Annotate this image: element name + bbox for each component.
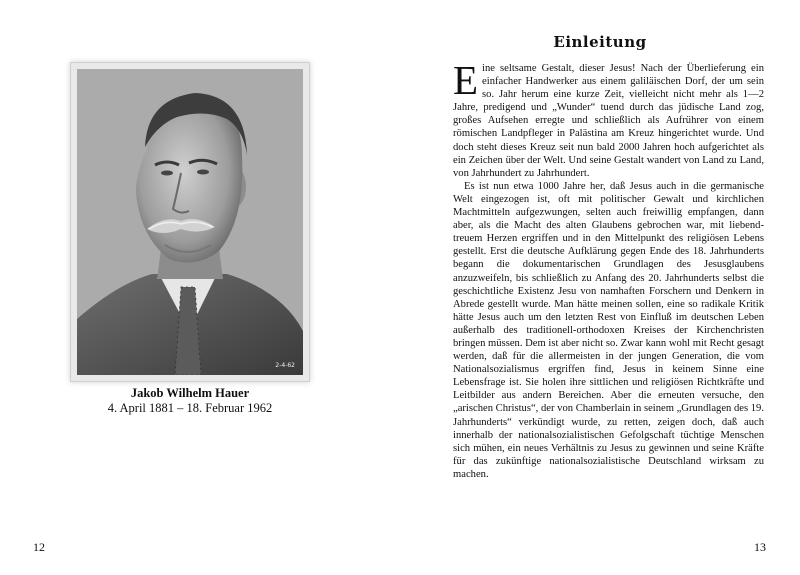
portrait-photo: [77, 69, 303, 375]
paragraph-1-text: ine seltsame Gestalt, dieser Jesus! Nach der Überlieferung ein einfacher Handwerker aus einem galiläischen Dorf, der um sein so. Jahr herum eine kurze Zeit, vielleicht nicht mehr als 1—2 Jahre, predigend und „Wunder“ tuend durch das jüdische Land zog, großes Aufsehen erregte und schließlich als Aufrührer von einem römischen Landpfleger in Palästina am Kreuz hingerichtet wurde. Und doch steht dieses Kreuz seit nun bald 2000 Jahren hoch aufgerichtet als ein Zeichen über der Welt. Und seine Gestalt wandert von Land zu Land, von Jahrhundert zu Jahrhundert.: [453, 63, 764, 179]
photo-archive-code: 2-4-62: [275, 362, 295, 369]
chapter-heading: Einleitung: [553, 33, 647, 51]
caption-dates: 4. April 1881 – 18. Februar 1962: [107, 401, 273, 415]
paragraph-1: [453, 57, 764, 180]
paragraph-2: Es ist nun etwa 1000 Jahre her, daß Jesus auch in die germanische Welt eingezogen ist, oft mit politischer Gewalt und kirchlichen Machtmitteln aufgezwungen, selten auch freiwillig empfangen, dann aber, als die Macht des alten Glaubens gebrochen war, mit liebend-treuem Herzen ergriffen und in den Mittelpunkt des religiösen Lebens gestellt. Erst die deutsche Aufklärung gegen Ende des 18. Jahrhunderts begann die dokumentarischen Grundlagen des Jesusglaubens anzuzweifeln, bis schließlich zu Anfang des 20. Jahrhunderts selbst die geschichtliche Existenz Jesu von namhaften Forschern und Denkern in Abrede gestellt wurde. Man hätte meinen sollen, eine so radikale Kritik hätte Jesus auch um den letzten Rest von Einfluß im deutschen Leben außerhalb des traditionell-orthodoxen Kreises der Kirchenchristen bringen müssen. Dem ist aber nicht so. Zwar kann wohl mit Recht gesagt werden, daß für die allermeisten in der jungen Generation, die vom Nationalsozialismus ergriffen find, Jesus in keinem Sinne eine Lebensfrage ist. Sie holen ihre sittlichen und religiösen Richtkräfte und Leitbilder aus andern Bereichen. Aber die erneuten versuche, den „arischen Christus“, der von Chamberlain in seinem „Grundlagen des 19. Jahrhunderts“ verkündigt wurde, zu retten, zeigen doch, daß auch innerhalb der nationalsozialistischen Gefolgschaft tüchtige Menschen sich mühen, ein neues Verhältnis zu Jesus zu gewinnen und seine Kräfte für das zukünftige nationalsozialistische Deutschland wirksam zu machen.: [453, 180, 764, 480]
drop-cap: E: [453, 57, 479, 103]
caption-name: Jakob Wilhelm Hauer: [130, 386, 250, 400]
portrait-illustration: [77, 69, 303, 375]
body-text: [453, 57, 764, 481]
right-page: [400, 0, 800, 575]
portrait-photo-frame: [70, 62, 310, 382]
page-number-right: 13: [754, 540, 766, 554]
page-number-left: 12: [33, 540, 45, 554]
